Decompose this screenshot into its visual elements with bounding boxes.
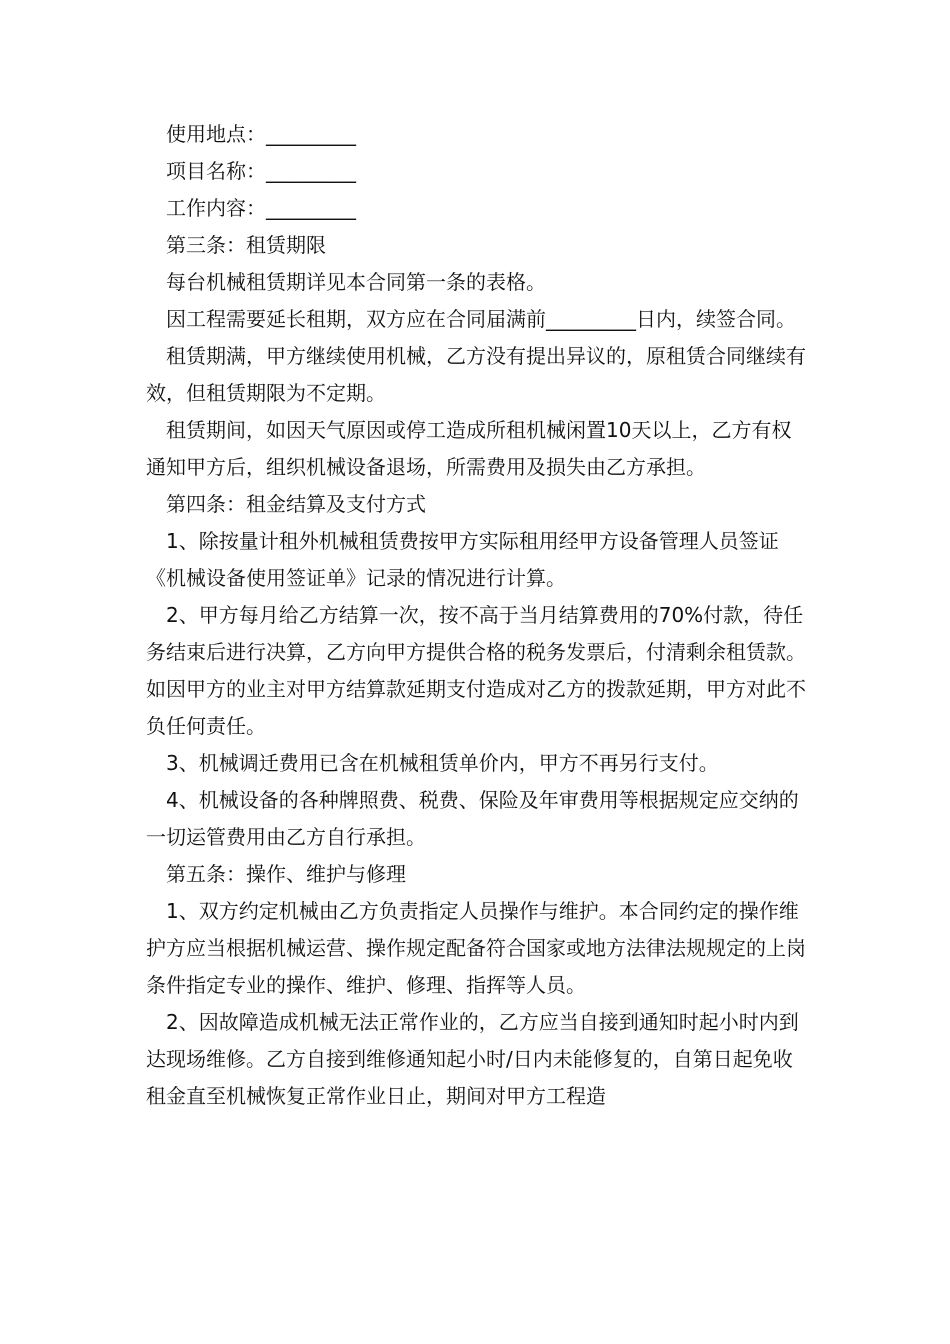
field-work-content: 工作内容：_________: [166, 196, 356, 220]
article-4-heading: 第四条：租金结算及支付方式: [166, 492, 426, 516]
document-body: [146, 116, 806, 1115]
article-5-clause: 1、双方约定机械由乙方负责指定人员操作与维护。本合同约定的操作维护方应当根据机械运营、操作规定配备符合国家或地方法律法规规定的上岗条件指定专业的操作、维护、修理、指挥等人员。: [146, 899, 806, 997]
article-5-heading: 第五条：操作、维护与修理: [166, 862, 406, 886]
field-project-name: 项目名称：_________: [166, 159, 356, 183]
article-4-clause: 1、除按量计租外机械租赁费按甲方实际租用经甲方设备管理人员签证《机械设备使用签证单》记录的情况进行计算。: [146, 529, 779, 590]
article-3-paragraph: 因工程需要延长租期，双方应在合同届满前_________日内，续签合同。: [166, 307, 796, 331]
article-3-heading: 第三条：租赁期限: [166, 233, 326, 257]
article-4-clause: 4、机械设备的各种牌照费、税费、保险及年审费用等根据规定应交纳的一切运管费用由乙方自行承担。: [146, 788, 799, 849]
field-usage-location: 使用地点：_________: [166, 122, 356, 146]
article-3-paragraph: 租赁期间，如因天气原因或停工造成所租机械闲置10天以上，乙方有权通知甲方后，组织机械设备退场，所需费用及损失由乙方承担。: [146, 418, 792, 479]
article-3-paragraph: 租赁期满，甲方继续使用机械，乙方没有提出异议的，原租赁合同继续有效，但租赁期限为不定期。: [146, 344, 806, 405]
article-4-clause: 3、机械调迁费用已含在机械租赁单价内，甲方不再另行支付。: [166, 751, 719, 775]
article-5-clause: 2、因故障造成机械无法正常作业的，乙方应当自接到通知时起小时内到达现场维修。乙方自接到维修通知起小时/日内未能修复的，自第日起免收租金直至机械恢复正常作业日止，期间对甲方工程造: [146, 1010, 799, 1108]
article-3-paragraph: 每台机械租赁期详见本合同第一条的表格。: [166, 270, 546, 294]
article-4-clause: 2、甲方每月给乙方结算一次，按不高于当月结算费用的70%付款，待任务结束后进行决算，乙方向甲方提供合格的税务发票后，付清剩余租赁款。如因甲方的业主对甲方结算款延期支付造成对乙方的拨款延期，甲方对此不负任何责任。: [146, 603, 806, 738]
